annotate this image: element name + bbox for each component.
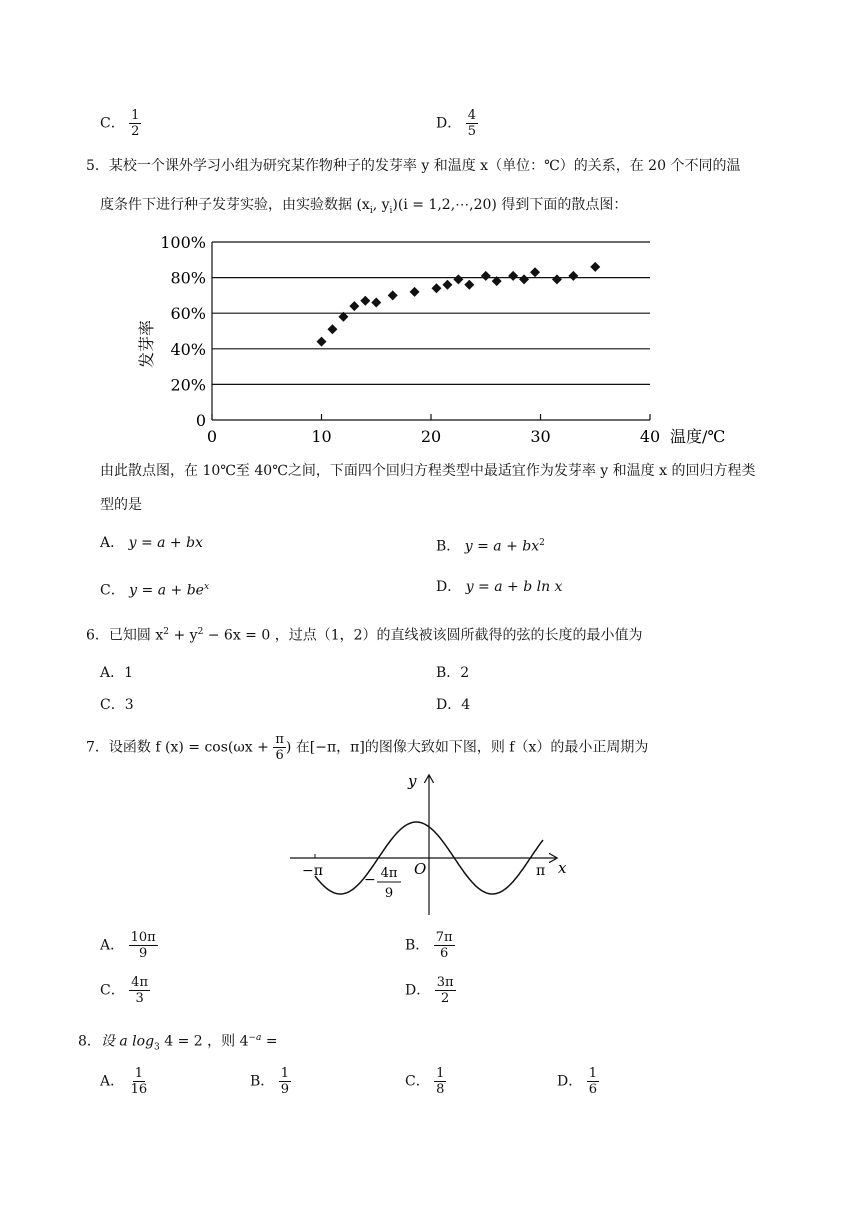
option-label: C．	[100, 115, 125, 132]
denominator: 3	[135, 991, 144, 1006]
data-point	[442, 280, 452, 290]
option-value: 3	[124, 697, 134, 713]
origin-label: O	[414, 860, 427, 878]
stem-text: 某校一个课外学习小组为研究某作物种子的发芽率 y 和温度 x（单位：℃）的关系，在 20 个不同的温	[108, 158, 741, 174]
stem-text: 已知圆 x	[108, 627, 164, 644]
data-point	[519, 274, 529, 284]
stem-text: 设 a log	[100, 1033, 155, 1050]
stem-text: 型的是	[100, 497, 142, 513]
denominator: 2	[440, 991, 450, 1006]
q7-option-b	[405, 930, 455, 961]
q7-stem	[86, 732, 648, 763]
option-label: A．	[100, 665, 125, 681]
option-label: D．	[436, 579, 462, 595]
denominator: 6	[440, 946, 449, 961]
option-label: C．	[100, 982, 125, 999]
option-label: D．	[405, 982, 431, 999]
y-tick-label: 40%	[170, 339, 206, 359]
x-tick-label: 30	[530, 427, 551, 446]
fraction	[434, 1066, 446, 1097]
data-point	[568, 271, 578, 281]
option-label: A．	[100, 535, 125, 551]
option-expression: y = a + bx	[128, 535, 203, 551]
q5-option-c	[100, 578, 209, 600]
option-value: 1	[124, 665, 134, 681]
y-axis-label: 发芽率	[137, 319, 156, 369]
stem-text: 由此散点图，在 10℃至 40℃之间，下面四个回归方程类型中最适宜作为发芽率 y 和温度 x 的回归方程类	[100, 463, 756, 479]
x-tick-label: 40	[639, 427, 661, 446]
fraction	[587, 1066, 599, 1097]
option-value: 4	[461, 697, 471, 713]
denominator: 16	[130, 1082, 148, 1097]
q5-option-b	[436, 534, 545, 556]
q7-option-d	[405, 975, 456, 1006]
stem-text: + y	[169, 627, 198, 644]
y-tick-label: 20%	[170, 375, 206, 395]
superscript: 2	[539, 538, 545, 548]
data-point	[508, 271, 518, 281]
q5-option-a	[100, 534, 203, 552]
tick-numerator: 4π	[380, 866, 398, 881]
q4-option-c	[100, 108, 141, 139]
denominator: 5	[467, 124, 476, 139]
q8-option-a	[100, 1066, 149, 1097]
data-point	[349, 301, 359, 311]
x-tick-label: 0	[206, 427, 218, 446]
q5-option-d	[436, 578, 562, 596]
numerator: 1	[134, 1066, 143, 1081]
stem-text: =	[261, 1033, 278, 1050]
fraction	[273, 732, 286, 763]
superscript: 2	[197, 627, 204, 637]
option-label: B．	[405, 937, 430, 954]
superscript: x	[203, 582, 210, 592]
q8-option-c	[405, 1066, 446, 1097]
q5-after-line2	[100, 496, 142, 514]
y-tick-label: 0	[195, 411, 206, 430]
data-point	[327, 324, 337, 334]
option-label: B．	[436, 538, 461, 555]
option-label: C．	[100, 582, 125, 599]
question-number: 7．	[86, 739, 109, 756]
q4-option-d	[436, 108, 478, 139]
numerator: 7π	[435, 930, 453, 945]
numerator: 3π	[436, 975, 454, 990]
y-tick-label: 80%	[170, 268, 206, 288]
option-value: 2	[460, 665, 470, 681]
data-point	[464, 280, 474, 290]
numerator: 4	[467, 108, 476, 123]
data-point	[431, 283, 441, 293]
data-point	[317, 337, 327, 347]
superscript: −a	[248, 1033, 262, 1043]
fraction	[129, 108, 141, 139]
data-point	[481, 271, 491, 281]
x-axis-label: x	[558, 859, 567, 877]
denominator: 8	[436, 1082, 445, 1097]
fraction	[129, 1066, 150, 1097]
data-point	[388, 290, 398, 300]
q5-after-line1	[100, 462, 755, 480]
q8-stem	[78, 1029, 278, 1056]
option-label: C．	[100, 697, 125, 713]
q6-option-a	[100, 664, 133, 682]
stem-text: 设函数 f (x) = cos(ωx +	[108, 739, 274, 756]
option-label: C．	[405, 1073, 430, 1090]
option-expression: y = a + bx	[464, 538, 540, 555]
q6-option-c	[100, 696, 134, 714]
numerator: 1	[436, 1066, 445, 1081]
q8-option-b	[250, 1066, 291, 1097]
stem-text: 度条件下进行种子发芽实验，由实验数据 (x	[100, 197, 370, 213]
numerator: 4π	[131, 975, 148, 990]
q6-option-b	[436, 664, 469, 682]
subscript: i	[369, 205, 373, 216]
stem-text: 4 = 2 ，则 4	[159, 1033, 249, 1050]
q7-option-c	[100, 975, 150, 1006]
cosine-graph	[288, 770, 578, 920]
q7-option-a	[100, 930, 158, 961]
data-point	[453, 274, 463, 284]
numerator: 1	[280, 1066, 290, 1081]
stem-text: ) 在[−π，π]的图像大致如下图，则 f（x）的最小正周期为	[285, 739, 649, 756]
q6-stem	[86, 623, 643, 645]
q6-option-d	[436, 696, 470, 714]
option-expression: y = a + be	[129, 582, 204, 599]
option-label: D．	[557, 1073, 583, 1090]
option-label: D．	[436, 697, 462, 713]
fraction	[129, 975, 150, 1006]
option-label: D．	[436, 115, 462, 132]
y-axis-label: y	[408, 772, 417, 790]
denominator: 9	[138, 946, 148, 961]
data-point	[590, 262, 600, 272]
option-expression: y = a + b ln x	[465, 579, 563, 595]
stem-text: )(i = 1,2,⋯,20) 得到下面的散点图：	[392, 197, 628, 213]
x-tick-label: 20	[420, 427, 442, 446]
subscript: 3	[154, 1042, 160, 1053]
fraction	[129, 930, 158, 961]
numerator: 10π	[130, 930, 156, 945]
option-label: A．	[100, 937, 125, 954]
option-label: B．	[436, 665, 461, 681]
data-point	[410, 287, 420, 297]
tick-denominator: 9	[384, 886, 394, 901]
question-number: 5．	[86, 158, 109, 174]
numerator: π	[275, 732, 284, 747]
stem-text: − 6x = 0 ，过点（1，2）的直线被该圆所截得的弦的长度的最小值为	[203, 627, 643, 644]
stem-text: , y	[372, 197, 390, 213]
denominator: 6	[275, 748, 284, 763]
x-tick-label: 10	[311, 427, 332, 446]
superscript: 2	[163, 627, 170, 637]
fraction	[466, 108, 478, 139]
neg-pi-label: −π	[302, 863, 323, 879]
data-point	[530, 267, 540, 277]
data-point	[552, 274, 562, 284]
fraction	[434, 930, 455, 961]
question-number: 6．	[86, 627, 109, 644]
q5-stem-line1	[86, 157, 740, 175]
denominator: 2	[131, 124, 140, 139]
numerator: 1	[131, 108, 140, 123]
y-tick-label: 100%	[160, 233, 206, 252]
option-label: B．	[250, 1073, 275, 1090]
scatter-chart	[130, 228, 770, 452]
q5-stem-line2	[100, 196, 627, 220]
numerator: 1	[588, 1066, 597, 1081]
subscript: i	[389, 205, 393, 216]
y-tick-label: 60%	[170, 304, 206, 324]
denominator: 6	[588, 1082, 597, 1097]
q8-option-d	[557, 1066, 599, 1097]
denominator: 9	[280, 1082, 290, 1097]
fraction	[279, 1066, 291, 1097]
option-label: A．	[100, 1073, 125, 1090]
data-point	[371, 298, 381, 308]
data-point	[360, 296, 370, 306]
question-number: 8．	[78, 1033, 101, 1050]
x-axis-label: 温度/℃	[670, 427, 726, 446]
fraction	[435, 975, 456, 1006]
tick-sign: −	[364, 872, 376, 888]
pos-pi-label: π	[536, 863, 546, 879]
